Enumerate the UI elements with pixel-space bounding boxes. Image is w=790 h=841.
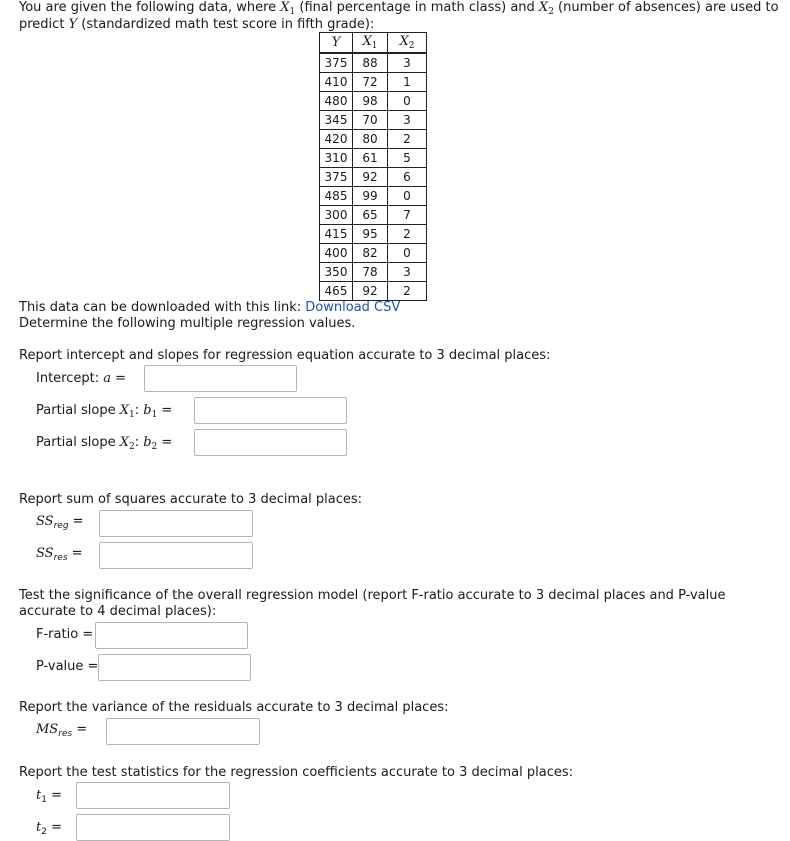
table-cell: 2 [388,282,427,301]
ms-heading: Report the variance of the residuals accurate to 3 decimal places: [19,700,449,715]
table-cell: 7 [388,206,427,225]
p-value-label: P-value = [36,659,99,674]
table-cell: 65 [353,206,388,225]
table-body [320,53,427,301]
table-row [320,187,427,206]
table-cell: 70 [353,111,388,130]
table-cell: 92 [353,282,388,301]
table-header-row [320,33,427,54]
table-cell: 61 [353,149,388,168]
table-cell: 0 [388,244,427,263]
table-cell: 480 [320,92,353,111]
p-value-input[interactable] [98,654,251,681]
slope1-input[interactable] [194,397,347,424]
ssreg-input[interactable] [99,510,253,537]
table-row [320,168,427,187]
intro-text-3: (number of absences) are used to predict [19,0,779,32]
table-row [320,206,427,225]
table-cell: 0 [388,187,427,206]
determine-text: Determine the following multiple regression values. [19,316,356,331]
intro-text-1: You are given the following data, where [19,0,281,15]
ss-heading: Report sum of squares accurate to 3 decimal places: [19,492,363,507]
msres-input[interactable] [106,718,260,745]
t-heading: Report the test statistics for the regression coefficients accurate to 3 decimal places: [19,765,573,780]
t1-label: $t_1$ = [36,788,62,805]
table-cell: 300 [320,206,353,225]
download-csv-link[interactable]: Download CSV [305,300,401,315]
f-heading: Test the significance of the overall regression model (report F-ratio accurate to 3 decimal places and P-value accurate to 4 decimal places): [19,588,726,619]
table-row [320,282,427,301]
table-cell: 350 [320,263,353,282]
table-row [320,149,427,168]
var-x2: $X_2$ [538,0,554,17]
var-y: Y [68,17,78,32]
intro-text-4: (standardized math test score in fifth grade): [77,17,375,32]
table-header-cell: $X_1$ [353,33,388,54]
table-row [320,53,427,73]
table-row [320,130,427,149]
intercept-label: Intercept: a = [36,371,127,386]
table-cell: 92 [353,168,388,187]
table-cell: 345 [320,111,353,130]
t1-input[interactable] [76,782,230,809]
table-cell: 82 [353,244,388,263]
table-row [320,111,427,130]
slope1-label: Partial slope $X_1$: $b_1$ = [36,403,173,420]
table-row [320,73,427,92]
table-cell: 2 [388,130,427,149]
table-row [320,244,427,263]
table-cell: 3 [388,111,427,130]
table-cell: 1 [388,73,427,92]
table-row [320,263,427,282]
intercept-input[interactable] [144,365,297,392]
table-row [320,92,427,111]
table-cell: 400 [320,244,353,263]
table-cell: 3 [388,263,427,282]
download-prefix: This data can be downloaded with this link: [19,300,306,315]
download-line [19,300,400,315]
t2-label: $t_2$ = [36,820,62,837]
data-table [319,32,427,301]
table-cell: 375 [320,53,353,73]
table-row [320,225,427,244]
table-cell: 78 [353,263,388,282]
ssreg-label: $SS_{reg}$ = [36,514,84,531]
table-cell: 95 [353,225,388,244]
ssres-input[interactable] [99,542,253,569]
intro-text-2: (final percentage in math class) and [295,0,539,15]
table-cell: 99 [353,187,388,206]
table-cell: 72 [353,73,388,92]
ssres-label: $SS_{res}$ = [36,546,83,563]
table-cell: 310 [320,149,353,168]
msres-label: $MS_{res}$ = [36,722,88,739]
f-ratio-label: F-ratio = [36,627,94,642]
slope2-label: Partial slope $X_2$: $b_2$ = [36,435,173,452]
table-cell: 0 [388,92,427,111]
table-cell: 375 [320,168,353,187]
slope2-input[interactable] [194,429,347,456]
table-cell: 2 [388,225,427,244]
table-cell: 88 [353,53,388,73]
table-cell: 80 [353,130,388,149]
table-cell: 98 [353,92,388,111]
table-cell: 6 [388,168,427,187]
intercept-heading: Report intercept and slopes for regression equation accurate to 3 decimal places: [19,348,551,363]
var-x1: $X_1$ [280,0,296,17]
problem-intro [19,0,779,33]
table-cell: 3 [388,53,427,73]
table-cell: 410 [320,73,353,92]
f-ratio-input[interactable] [95,622,248,649]
table-cell: 5 [388,149,427,168]
table-header-cell: $X_2$ [388,33,427,54]
table-cell: 415 [320,225,353,244]
table-cell: 465 [320,282,353,301]
table-cell: 485 [320,187,353,206]
table-cell: 420 [320,130,353,149]
table-header-cell: Y [320,33,353,54]
